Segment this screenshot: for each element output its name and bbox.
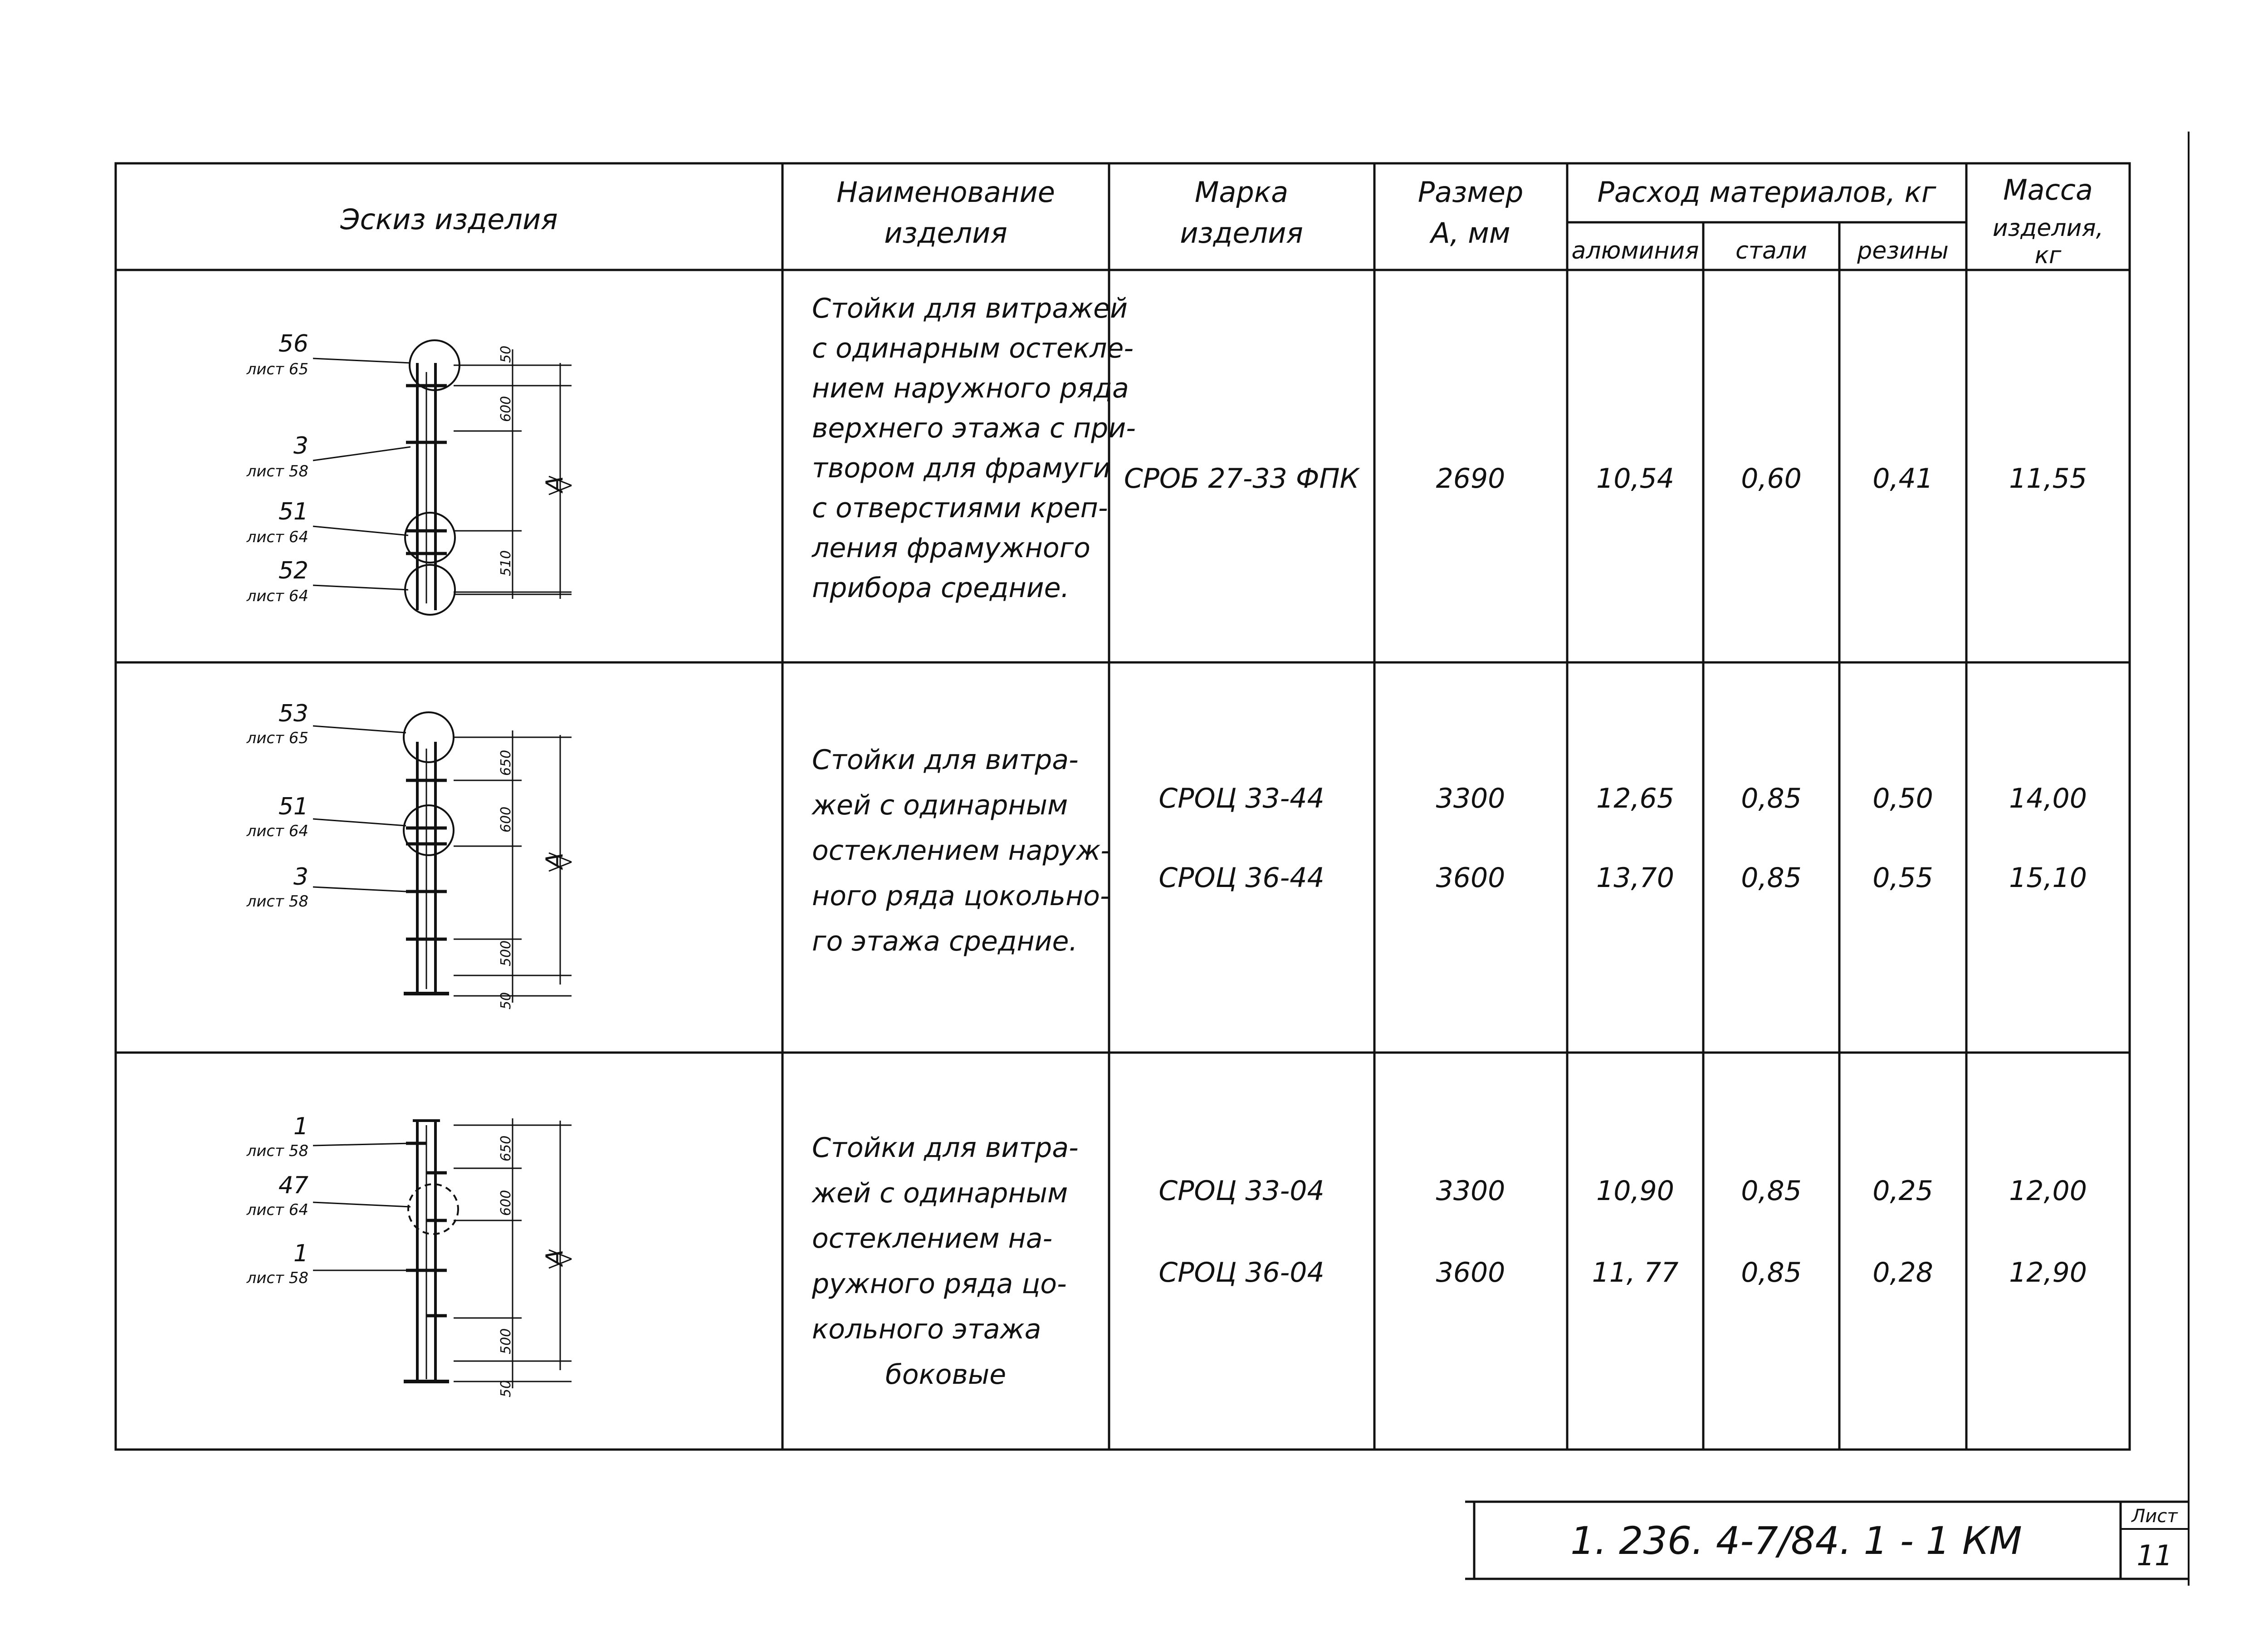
description-line: ного ряда цокольно-: [812, 880, 1110, 912]
description-line: ружного ряда цо-: [812, 1268, 1067, 1300]
dimension-label: 600: [498, 806, 514, 833]
item-mark: СРОБ 27-33 ФПК: [1124, 463, 1359, 495]
item-aluminium: 13,70: [1596, 862, 1674, 894]
item-rubber: 0,41: [1872, 463, 1933, 495]
callout-sheet: лист 64: [246, 587, 308, 605]
dimension-label: 50: [498, 345, 514, 363]
item-steel: 0,85: [1741, 1257, 1802, 1288]
item-mass: 14,00: [2009, 783, 2087, 814]
item-rubber: 0,55: [1872, 862, 1933, 894]
dimension-label: A: [541, 852, 568, 869]
callout-sheet: лист 65: [246, 729, 308, 747]
callout-sheet: лист 64: [246, 1201, 308, 1219]
header-name-line1: Наименование: [836, 176, 1055, 209]
item-mark: СРОЦ 36-44: [1158, 862, 1325, 894]
item-mark: СРОЦ 33-04: [1158, 1175, 1325, 1207]
document-code: 1. 236. 4-7/84. 1 - 1 КМ: [1570, 1519, 2022, 1563]
dimension-label: 600: [498, 396, 514, 422]
dimension-label: 650: [498, 750, 514, 776]
header-mass-line3: кг: [2034, 242, 2062, 269]
header-name-line2: изделия: [884, 216, 1007, 250]
callout-sheet: лист 65: [246, 360, 308, 378]
header-mass-line1: Масса: [2003, 173, 2093, 206]
callout-sheet: лист 64: [246, 528, 308, 546]
header-mark-line1: Марка: [1194, 176, 1289, 209]
dimension-label: 600: [498, 1190, 514, 1216]
item-mass: 12,00: [2009, 1175, 2087, 1207]
item-steel: 0,85: [1741, 862, 1802, 894]
callout-num: 3: [293, 432, 308, 460]
callout-num: 51: [278, 498, 308, 525]
item-mass: 12,90: [2009, 1257, 2087, 1288]
callout-num: 52: [278, 557, 308, 584]
header-aluminium: алюминия: [1571, 237, 1699, 265]
item-steel: 0,60: [1741, 463, 1802, 495]
callout-num: 3: [293, 863, 308, 891]
item-mass: 15,10: [2009, 862, 2087, 894]
header-mark-line2: изделия: [1180, 216, 1303, 250]
dimension-label: 510: [498, 550, 514, 576]
dimension-label: A: [541, 476, 568, 492]
description-line: остеклением на-: [812, 1223, 1053, 1254]
description-line: жей с одинарным: [812, 1177, 1068, 1209]
description-line: с одинарным остекле-: [812, 333, 1134, 364]
description-line: боковые: [885, 1359, 1007, 1391]
callout-num: 1: [293, 1113, 308, 1140]
item-aluminium: 10,90: [1596, 1175, 1674, 1207]
item-mass: 11,55: [2009, 463, 2087, 495]
dimension-label: 650: [498, 1135, 514, 1161]
item-mark: СРОЦ 33-44: [1158, 783, 1325, 814]
item-steel: 0,85: [1741, 783, 1802, 814]
header-rubber: резины: [1857, 237, 1949, 265]
callout-sheet: лист 58: [246, 892, 308, 911]
callout-sheet: лист 58: [246, 462, 308, 480]
dimension-label: 500: [498, 1328, 514, 1354]
description-line: остеклением наруж-: [812, 835, 1110, 867]
item-size: 2690: [1436, 463, 1505, 495]
callout-num: 47: [278, 1172, 308, 1199]
callout-num: 53: [278, 700, 308, 727]
callout-num: 1: [293, 1240, 308, 1267]
item-aluminium: 10,54: [1596, 463, 1674, 495]
description-line: твором для фрамуги: [812, 452, 1111, 484]
item-rubber: 0,25: [1872, 1175, 1933, 1207]
description-line: Стойки для витра-: [812, 1132, 1079, 1164]
description-line: го этажа средние.: [812, 926, 1078, 957]
header-mass-line2: изделия,: [1992, 215, 2104, 242]
dimension-label: A: [541, 1249, 568, 1266]
item-aluminium: 11, 77: [1592, 1257, 1679, 1288]
description-line: кольного этажа: [812, 1313, 1041, 1345]
description-line: Стойки для витра-: [812, 744, 1079, 776]
item-size: 3600: [1436, 1257, 1505, 1288]
item-size: 3300: [1436, 783, 1505, 814]
description-line: Стойки для витражей: [812, 293, 1128, 324]
item-rubber: 0,28: [1872, 1257, 1933, 1288]
sheet-number: 11: [2136, 1539, 2173, 1572]
callout-sheet: лист 64: [246, 822, 308, 840]
callout-num: 56: [278, 330, 308, 358]
sheet-label: Лист: [2131, 1506, 2178, 1527]
header-size-line2: А, мм: [1431, 216, 1510, 250]
dimension-label: 50: [498, 992, 514, 1009]
description-line: прибора средние.: [812, 572, 1070, 604]
header-steel: стали: [1735, 237, 1807, 265]
callout-sheet: лист 58: [246, 1269, 308, 1287]
dimension-label: 50: [498, 1380, 514, 1397]
description-line: жей с одинарным: [812, 789, 1068, 821]
description-line: с отверстиями креп-: [812, 492, 1108, 524]
dimension-label: 500: [498, 940, 514, 966]
callout-sheet: лист 58: [246, 1142, 308, 1160]
item-size: 3600: [1436, 862, 1505, 894]
header-sketch: Эскиз изделия: [340, 203, 558, 236]
item-steel: 0,85: [1741, 1175, 1802, 1207]
item-aluminium: 12,65: [1596, 783, 1674, 814]
item-rubber: 0,50: [1872, 783, 1933, 814]
description-line: ления фрамужного: [812, 532, 1090, 564]
callout-num: 51: [278, 793, 308, 820]
header-materials: Расход материалов, кг: [1597, 176, 1936, 209]
header-size-line1: Размер: [1418, 176, 1524, 209]
description-line: верхнего этажа с при-: [812, 412, 1136, 444]
item-mark: СРОЦ 36-04: [1158, 1257, 1325, 1288]
description-line: нием наружного ряда: [812, 372, 1129, 404]
item-size: 3300: [1436, 1175, 1505, 1207]
